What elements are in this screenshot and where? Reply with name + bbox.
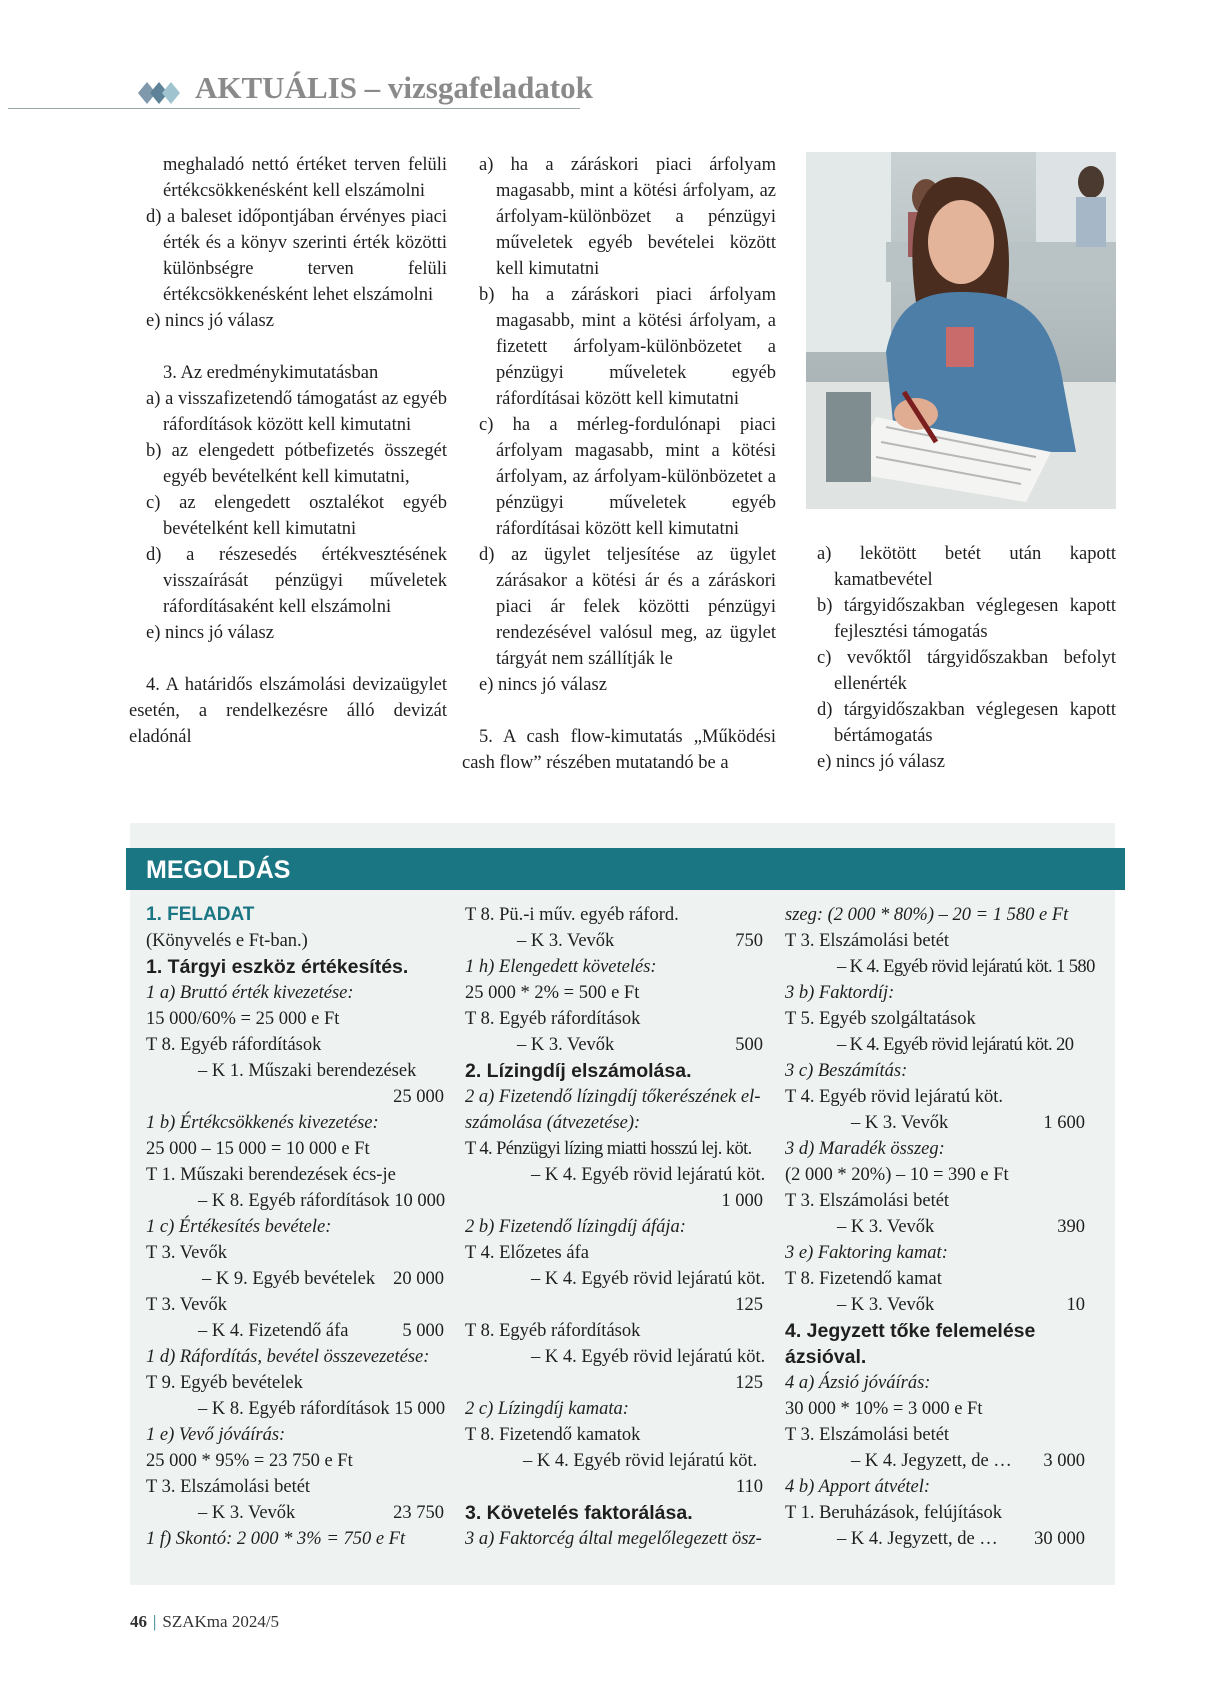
magazine-issue: 2024/5 [231, 1612, 280, 1631]
solution-title: MEGOLDÁS [146, 856, 291, 884]
solution-line: T 1. Műszaki berendezések écs-je [146, 1165, 396, 1185]
entry-account: – K 3. Vevők [517, 931, 615, 951]
solution-line: 1 b) Értékcsökkenés kivezetése: [146, 1113, 379, 1133]
solution-line: 1 d) Ráfordítás, bevétel összevezetése: [146, 1347, 430, 1367]
question-heading: 3. Az eredménykimutatásban [163, 363, 379, 383]
entry-account: – K 3. Vevők [198, 1503, 296, 1523]
solution-amount: 125 [735, 1295, 763, 1315]
entry-amount: 10 [1066, 1295, 1085, 1315]
answer-option: d) tárgyidőszakban véglegesen kapott bértámogatás [817, 700, 1116, 746]
solution-line: szeg: (2 000 * 80%) – 20 = 1 580 e Ft [785, 905, 1069, 925]
answer-option: d) a baleset időpontjában érvényes piaci érték és a könyv szerinti érték közötti különbségre terven felüli értékcsökkenésként lehet elszámolni [146, 207, 447, 305]
solution-line: – K 4. Egyéb rövid lejáratú köt. [531, 1269, 766, 1289]
solution-header [126, 848, 1125, 890]
step-heading: ázsióval. [785, 1346, 867, 1368]
solution-line: 1 e) Vevő jóváírás: [146, 1425, 286, 1445]
solution-line: T 5. Egyéb szolgáltatások [785, 1009, 976, 1029]
solution-column-1 [146, 902, 444, 1552]
solution-line: 3 a) Faktorcég által megelőlegezett ösz- [465, 1529, 762, 1549]
question-text: 4. A határidős elszámolási devizaügylet esetén, a rendelkezésre álló devizát eladónál [129, 675, 447, 747]
entry-amount: 750 [735, 931, 763, 951]
entry-amount: 390 [1057, 1217, 1085, 1237]
solution-line: – K 1. Műszaki berendezések [198, 1061, 417, 1081]
solution-entry [785, 1110, 1085, 1136]
solution-line: 30 000 * 10% = 3 000 e Ft [785, 1399, 983, 1419]
entry-account: – K 3. Vevők [517, 1035, 615, 1055]
solution-line: T 3. Vevők [146, 1295, 228, 1315]
solution-line: 2 b) Fizetendő lízingdíj áfája: [465, 1217, 686, 1237]
answer-option: a) lekötött betét után kapott kamatbevétel [817, 544, 1116, 590]
step-heading: 2. Lízingdíj elszámolása. [465, 1060, 692, 1082]
answer-option: a) a visszafizetendő támogatást az egyéb ráfordítások között kell kimutatni [146, 389, 447, 435]
diamond-logo-icon [128, 78, 184, 108]
solution-entry [785, 1448, 1085, 1474]
solution-entry [146, 1318, 444, 1344]
question-text: 5. A cash flow-kimutatás „Működési cash flow” részében mutatandó be a [462, 727, 776, 773]
solution-line: – K 4. Egyéb rövid lejáratú köt. 1 580 [837, 957, 1095, 977]
solution-line: T 3. Elszámolási betét [785, 931, 950, 951]
header-divider [8, 108, 580, 109]
solution-line: 1 c) Értékesítés bevétele: [146, 1217, 332, 1237]
footer-separator: | [153, 1612, 157, 1631]
solution-line: – K 8. Egyéb ráfordítások 10 000 [198, 1191, 446, 1211]
solution-line: – K 8. Egyéb ráfordítások 15 000 [198, 1399, 446, 1419]
entry-amount: 20 000 [393, 1269, 444, 1289]
solution-line: T 9. Egyéb bevételek [146, 1373, 303, 1393]
solution-entry [146, 1500, 444, 1526]
answer-option: d) a részesedés értékvesztésének visszaírását pénzügyi műveletek ráfordításaként kell elszámolni [146, 545, 447, 617]
solution-line: T 3. Elszámolási betét [146, 1477, 311, 1497]
solution-line: T 3. Elszámolási betét [785, 1425, 950, 1445]
entry-amount: 5 000 [402, 1321, 444, 1341]
answer-option: e) nincs jó válasz [146, 311, 274, 331]
entry-account: – K 3. Vevők [837, 1217, 935, 1237]
solution-line: 1 f) Skontó: 2 000 * 3% = 750 e Ft [146, 1529, 406, 1549]
solution-line: – K 4. Egyéb rövid lejáratú köt. [523, 1451, 758, 1471]
solution-line: T 8. Egyéb ráfordítások [465, 1009, 641, 1029]
solution-line: 4 b) Apport átvétel: [785, 1477, 931, 1497]
solution-line: 2 a) Fizetendő lízingdíj tőkerészének el- [465, 1087, 761, 1107]
solution-line: 25 000 * 2% = 500 e Ft [465, 983, 640, 1003]
solution-line: 2 c) Lízingdíj kamata: [465, 1399, 629, 1419]
solution-line: 3 d) Maradék összeg: [785, 1139, 945, 1159]
solution-line: T 8. Egyéb ráfordítások [465, 1321, 641, 1341]
answer-option: e) nincs jó válasz [817, 752, 945, 772]
question-column-3 [817, 541, 1116, 775]
solution-amount: 110 [735, 1477, 763, 1497]
entry-amount: 500 [735, 1035, 763, 1055]
solution-amount: 1 000 [721, 1191, 763, 1211]
solution-line: – K 4. Egyéb rövid lejáratú köt. 20 [837, 1035, 1074, 1055]
solution-line: T 4. Pénzügyi lízing miatti hosszú lej. köt. [465, 1139, 752, 1159]
entry-account: – K 9. Egyéb bevételek [202, 1269, 376, 1289]
solution-line: T 1. Beruházások, felújítások [785, 1503, 1002, 1523]
step-heading: 4. Jegyzett tőke felemelése [785, 1320, 1036, 1342]
solution-column-3 [785, 902, 1095, 1552]
answer-option: c) vevőktől tárgyidőszakban befolyt ellenérték [817, 648, 1116, 694]
task-heading: 1. FELADAT [146, 904, 255, 925]
solution-line: 3 c) Beszámítás: [785, 1061, 908, 1081]
solution-line: T 4. Előzetes áfa [465, 1243, 589, 1263]
entry-account: – K 3. Vevők [851, 1113, 949, 1133]
entry-amount: 1 600 [1043, 1113, 1085, 1133]
solution-line: T 4. Egyéb rövid lejáratú köt. [785, 1087, 1004, 1107]
answer-option: b) ha a záráskori piaci árfolyam magasabb, mint a kötési árfolyam, a fizetett árfolyam-különbözetet a pénzügyi műveletek egyéb ráfordításai között kell kimutatni [479, 285, 776, 409]
solution-line: 3 b) Faktordíj: [785, 983, 895, 1003]
question-column-2 [462, 152, 776, 776]
solution-entry [785, 1526, 1085, 1552]
solution-entry [465, 1032, 763, 1058]
solution-line: (Könyvelés e Ft-ban.) [146, 931, 308, 951]
entry-account: – K 4. Fizetendő áfa [198, 1321, 349, 1341]
solution-column-2 [465, 902, 766, 1552]
solution-line: számolása (átvezetése): [465, 1113, 641, 1133]
text-paragraph: meghaladó nettó értéket terven felüli értékcsökkenésként kell elszámolni [163, 155, 447, 201]
solution-line: T 8. Fizetendő kamatok [465, 1425, 641, 1445]
step-heading: 1. Tárgyi eszköz értékesítés. [146, 956, 409, 978]
solution-line: T 8. Pü.-i műv. egyéb ráford. [465, 905, 679, 925]
entry-account: – K 4. Jegyzett, de … [837, 1529, 998, 1549]
student-writing-photo-icon [806, 152, 1116, 509]
answer-option: b) az elengedett pótbefizetés összegét egyéb bevételként kell kimutatni, [146, 441, 447, 487]
solution-line: (2 000 * 20%) – 10 = 390 e Ft [785, 1165, 1009, 1185]
solution-line: 1 h) Elengedett követelés: [465, 957, 657, 977]
solution-line: 25 000 * 95% = 23 750 e Ft [146, 1451, 353, 1471]
solution-line: T 3. Vevők [146, 1243, 228, 1263]
step-heading: 3. Követelés faktorálása. [465, 1502, 693, 1524]
solution-amount: 125 [735, 1373, 763, 1393]
solution-line: 3 e) Faktoring kamat: [785, 1243, 948, 1263]
solution-line: T 8. Fizetendő kamat [785, 1269, 942, 1289]
answer-option: c) ha a mérleg-fordulónapi piaci árfolyam magasabb, mint a kötési árfolyam, az árfolyam-különbözetet a pénzügyi műveletek egyéb ráfordításai között kell kimutatni [479, 415, 776, 539]
solution-line: 4 a) Ázsió jóváírás: [785, 1373, 931, 1393]
answer-option: e) nincs jó válasz [479, 675, 607, 695]
solution-line: T 8. Egyéb ráfordítások [146, 1035, 322, 1055]
magazine-name: SZAKma [162, 1612, 228, 1631]
answer-option: d) az ügylet teljesítése az ügylet zárásakor a kötési ár és a záráskori piaci ár felek közötti pénzügyi rendezésével valósul meg, az ügylet tárgyát nem szállítják le [479, 545, 776, 669]
answer-option: e) nincs jó válasz [146, 623, 274, 643]
section-title: AKTUÁLIS – vizsgafeladatok [195, 70, 593, 105]
question-column-1 [129, 152, 447, 750]
entry-account: – K 4. Jegyzett, de … [851, 1451, 1012, 1471]
solution-line: 25 000 – 15 000 = 10 000 e Ft [146, 1139, 370, 1159]
solution-line: – K 4. Egyéb rövid lejáratú köt. [531, 1347, 766, 1367]
entry-account: – K 3. Vevők [837, 1295, 935, 1315]
answer-option: b) tárgyidőszakban véglegesen kapott fejlesztési támogatás [817, 596, 1116, 642]
page-header [0, 60, 593, 110]
entry-amount: 23 750 [393, 1503, 444, 1523]
page-footer [130, 1612, 279, 1632]
solution-entry [465, 928, 763, 954]
page-number: 46 [130, 1612, 147, 1631]
solution-entry [146, 1266, 444, 1292]
solution-line: – K 4. Egyéb rövid lejáratú köt. [531, 1165, 766, 1185]
solution-entry [785, 1214, 1085, 1240]
entry-amount: 3 000 [1043, 1451, 1085, 1471]
solution-amount: 25 000 [393, 1087, 444, 1107]
entry-amount: 30 000 [1034, 1529, 1085, 1549]
solution-line: T 3. Elszámolási betét [785, 1191, 950, 1211]
solution-line: 1 a) Bruttó érték kivezetése: [146, 983, 354, 1003]
answer-option: a) ha a záráskori piaci árfolyam magasabb, mint a kötési árfolyam, az árfolyam-különbözet a pénzügyi műveletek egyéb bevételei között kell kimutatni [479, 155, 776, 279]
solution-line: 15 000/60% = 25 000 e Ft [146, 1009, 340, 1029]
answer-option: c) az elengedett osztalékot egyéb bevételként kell kimutatni [146, 493, 447, 539]
solution-entry [785, 1292, 1085, 1318]
